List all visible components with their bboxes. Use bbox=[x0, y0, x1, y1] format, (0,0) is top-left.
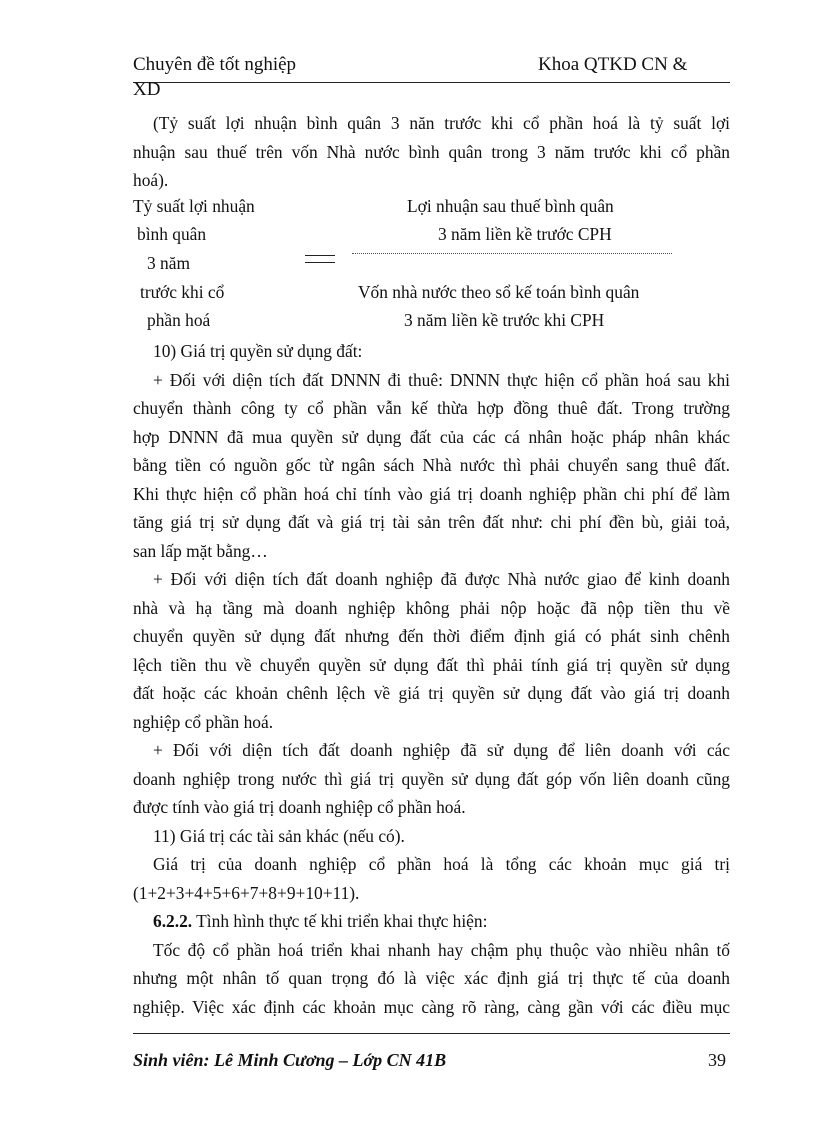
equals-sign-bottom bbox=[305, 262, 335, 263]
text-line: hoá). bbox=[133, 170, 169, 190]
section-number: 6.2.2. bbox=[153, 911, 193, 931]
text-line: hợp DNNN đã mua quyền sử dụng đất của các cá nhân hoặc pháp nhân khác bbox=[133, 426, 730, 447]
text-line: (1+2+3+4+5+6+7+8+9+10+11). bbox=[133, 882, 360, 903]
text-line: san lấp mặt bằng… bbox=[133, 540, 268, 561]
item-11-title: 11) Giá trị các tài sản khác (nếu có). bbox=[153, 825, 405, 846]
text-line: + Đối với diện tích đất DNNN đi thuê: DNNN thực hiện cổ phần hoá sau khi bbox=[153, 369, 730, 390]
text-line: Tốc độ cổ phần hoá triển khai nhanh hay chậm phụ thuộc vào nhiều nhân tố bbox=[153, 939, 730, 960]
text-line: chuyển thành công ty cổ phần vẫn kế thừa hợp đồng thuê đất. Trong trường bbox=[133, 398, 730, 418]
footer-student: Sinh viên: Lê Minh Cương – Lớp CN 41B bbox=[133, 1050, 447, 1070]
text-line: nhưng một nhân tố quan trọng đó là việc xác định giá trị thực tế của doanh bbox=[133, 968, 730, 988]
header-rule bbox=[133, 82, 730, 83]
page-number: 39 bbox=[708, 1050, 726, 1070]
text-line: đất hoặc các khoản chênh lệch về giá trị quyền sử dụng đất vào giá trị doanh bbox=[133, 683, 730, 703]
footer-rule bbox=[133, 1033, 730, 1034]
fraction-bar bbox=[352, 253, 672, 254]
text-line: chuyển quyền sử dụng đất nhưng đến thời điểm định giá có phát sinh chênh bbox=[133, 626, 730, 646]
formula-left-line: Tỷ suất lợi nhuận bbox=[133, 196, 255, 216]
text-line: lệch tiền thu về chuyển quyền sử dụng đất thì phải tính giá trị quyền sử dụng bbox=[133, 654, 730, 675]
numerator-line: Lợi nhuận sau thuế bình quân bbox=[407, 196, 614, 216]
text-line: Giá trị của doanh nghiệp cổ phần hoá là tổng các khoản mục giá trị bbox=[153, 854, 730, 874]
formula-left-line: trước khi cổ bbox=[140, 282, 225, 302]
text-line: nhà và hạ tầng mà doanh nghiệp không phải nộp hoặc đã nộp tiền thu về bbox=[133, 597, 730, 618]
body-text bbox=[133, 337, 730, 1021]
header-right: Khoa QTKD CN & bbox=[538, 54, 688, 75]
text-line: doanh nghiệp trong nước thì giá trị quyền sử dụng đất góp vốn liên doanh cũng bbox=[133, 768, 730, 789]
text-line: Khi thực hiện cổ phần hoá chỉ tính vào giá trị doanh nghiệp phần chi phí để làm bbox=[133, 483, 730, 504]
text-line: (Tỷ suất lợi nhuận bình quân 3 năn trước khi cổ phần hoá là tỷ suất lợi bbox=[153, 113, 730, 133]
text-line: + Đối với diện tích đất doanh nghiệp đã sử dụng để liên doanh với các bbox=[153, 740, 730, 760]
item-10-title: 10) Giá trị quyền sử dụng đất: bbox=[153, 341, 363, 361]
intro-paragraph bbox=[133, 109, 730, 195]
formula-left-line: 3 năm bbox=[147, 253, 190, 273]
formula-left-line: bình quân bbox=[137, 224, 207, 244]
header-wrap: XD bbox=[133, 79, 161, 100]
text-line: nhuận sau thuế trên vốn Nhà nước bình quân trong 3 năm trước khi cổ phần bbox=[133, 141, 730, 162]
text-line: nghiệp cổ phần hoá. bbox=[133, 711, 274, 732]
text-line: tăng giá trị sử dụng đất và giá trị tài sản trên đất như: chi phí đền bù, giải toả, bbox=[133, 512, 730, 532]
section-title: Tình hình thực tế khi triển khai thực hiện: bbox=[192, 911, 488, 931]
denominator-line: 3 năm liền kề trước khi CPH bbox=[404, 310, 605, 330]
numerator-line: 3 năm liền kề trước CPH bbox=[438, 224, 612, 244]
section-heading bbox=[133, 907, 730, 936]
formula-left-line: phần hoá bbox=[147, 310, 211, 330]
text-line: + Đối với diện tích đất doanh nghiệp đã được Nhà nước giao để kinh doanh bbox=[153, 569, 730, 589]
equals-sign-top bbox=[305, 255, 335, 256]
denominator-line: Vốn nhà nước theo sổ kế toán bình quân bbox=[358, 282, 640, 302]
text-line: nghiệp. Việc xác định các khoản mục càng rõ ràng, càng gần với các điều mục bbox=[133, 996, 730, 1017]
text-line: được tính vào giá trị doanh nghiệp cổ phần hoá. bbox=[133, 797, 466, 817]
text-line: bằng tiền có nguồn gốc từ ngân sách Nhà nước thì phải chuyển sang thuê đất. bbox=[133, 455, 730, 475]
header-left: Chuyên đề tốt nghiệp bbox=[133, 54, 297, 75]
